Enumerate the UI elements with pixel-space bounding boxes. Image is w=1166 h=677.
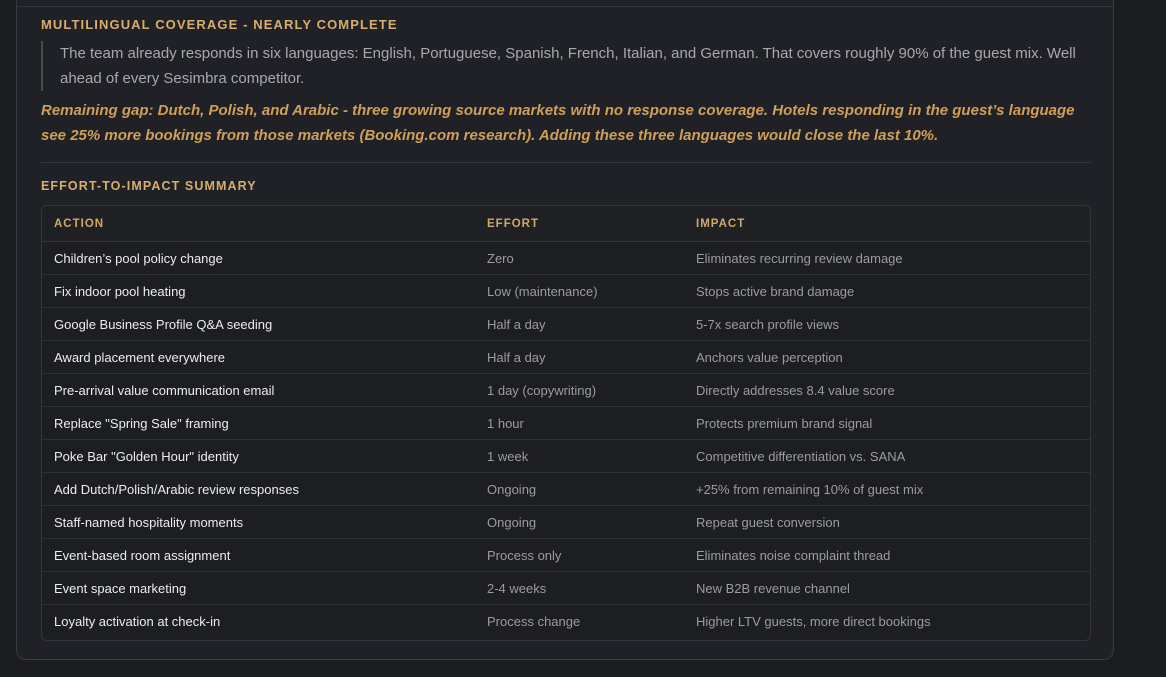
effort-cell: Ongoing (475, 473, 684, 506)
effort-cell: 2-4 weeks (475, 572, 684, 605)
impact-cell: Eliminates noise complaint thread (684, 539, 1090, 572)
action-cell: Loyalty activation at check-in (54, 613, 221, 629)
effort-cell: Half a day (475, 341, 684, 374)
action-cell: Staff-named hospitality moments (42, 506, 475, 539)
column-header-action: ACTION (42, 206, 475, 242)
impact-cell: New B2B revenue channel (684, 572, 1090, 605)
multilingual-section-title: MULTILINGUAL COVERAGE - NEARLY COMPLETE (41, 17, 398, 32)
impact-cell: Competitive differentiation vs. SANA (684, 440, 1090, 473)
table-row (42, 242, 1090, 275)
table-row (42, 275, 1090, 308)
table-row (42, 440, 1090, 473)
impact-cell: Eliminates recurring review damage (684, 242, 1090, 275)
impact-cell: Directly addresses 8.4 value score (684, 374, 1090, 407)
impact-cell: Protects premium brand signal (684, 407, 1090, 440)
table-row (42, 341, 1090, 374)
action-cell: Pre-arrival value communication email (42, 374, 475, 407)
action-cell: Children’s pool policy change (42, 242, 475, 275)
multilingual-quote: The team already responds in six languages: English, Portuguese, Spanish, French, Italian, and German. That covers roughly 90% of the guest mix. Well ahead of every Sesimbra competitor. (41, 41, 1091, 91)
column-header-impact: IMPACT (684, 206, 1090, 242)
effort-cell: 1 week (475, 440, 684, 473)
effort-cell: Process only (475, 539, 684, 572)
action-cell: Fix indoor pool heating (42, 275, 475, 308)
table-row (42, 407, 1090, 440)
effort-impact-table (41, 205, 1091, 641)
table-row (42, 572, 1090, 605)
action-cell: Event-based room assignment (42, 539, 475, 572)
action-cell: Google Business Profile Q&A seeding (42, 308, 475, 341)
impact-cell: Repeat guest conversion (684, 506, 1090, 539)
table-row (42, 506, 1090, 539)
impact-cell: 5-7x search profile views (684, 308, 1090, 341)
action-cell: Add Dutch/Polish/Arabic review responses (42, 473, 475, 506)
action-cell: Poke Bar "Golden Hour" identity (42, 440, 475, 473)
action-cell: Event space marketing (42, 572, 475, 605)
effort-cell: Low (maintenance) (475, 275, 684, 308)
summary-section-title: EFFORT-TO-IMPACT SUMMARY (41, 179, 257, 193)
table-row (42, 374, 1090, 407)
table-row (42, 539, 1090, 572)
effort-cell: Zero (475, 242, 684, 275)
impact-cell: Anchors value perception (684, 341, 1090, 374)
table-row (42, 473, 1090, 506)
effort-cell: 1 day (copywriting) (475, 374, 684, 407)
table-header-row (42, 206, 1090, 242)
action-cell: Replace "Spring Sale" framing (42, 407, 475, 440)
table-row (42, 308, 1090, 341)
remaining-gap-note: Remaining gap: Dutch, Polish, and Arabic - three growing source markets with no response coverage. Hotels responding in the guest’s language see 25% more bookings from those markets (Booking.com research). Adding these three languages would close the last 10%. (41, 102, 1075, 144)
table-row (42, 605, 1090, 638)
effort-cell: Half a day (475, 308, 684, 341)
effort-cell: 1 hour (475, 407, 684, 440)
section-divider (41, 162, 1091, 163)
impact-cell: Stops active brand damage (684, 275, 1090, 308)
impact-cell: +25% from remaining 10% of guest mix (684, 473, 1090, 506)
top-divider (16, 6, 1114, 7)
impact-cell: Higher LTV guests, more direct bookings (696, 613, 931, 629)
column-header-effort: EFFORT (475, 206, 684, 242)
action-cell: Award placement everywhere (42, 341, 475, 374)
effort-cell: Process change (487, 613, 581, 629)
effort-cell: Ongoing (475, 506, 684, 539)
